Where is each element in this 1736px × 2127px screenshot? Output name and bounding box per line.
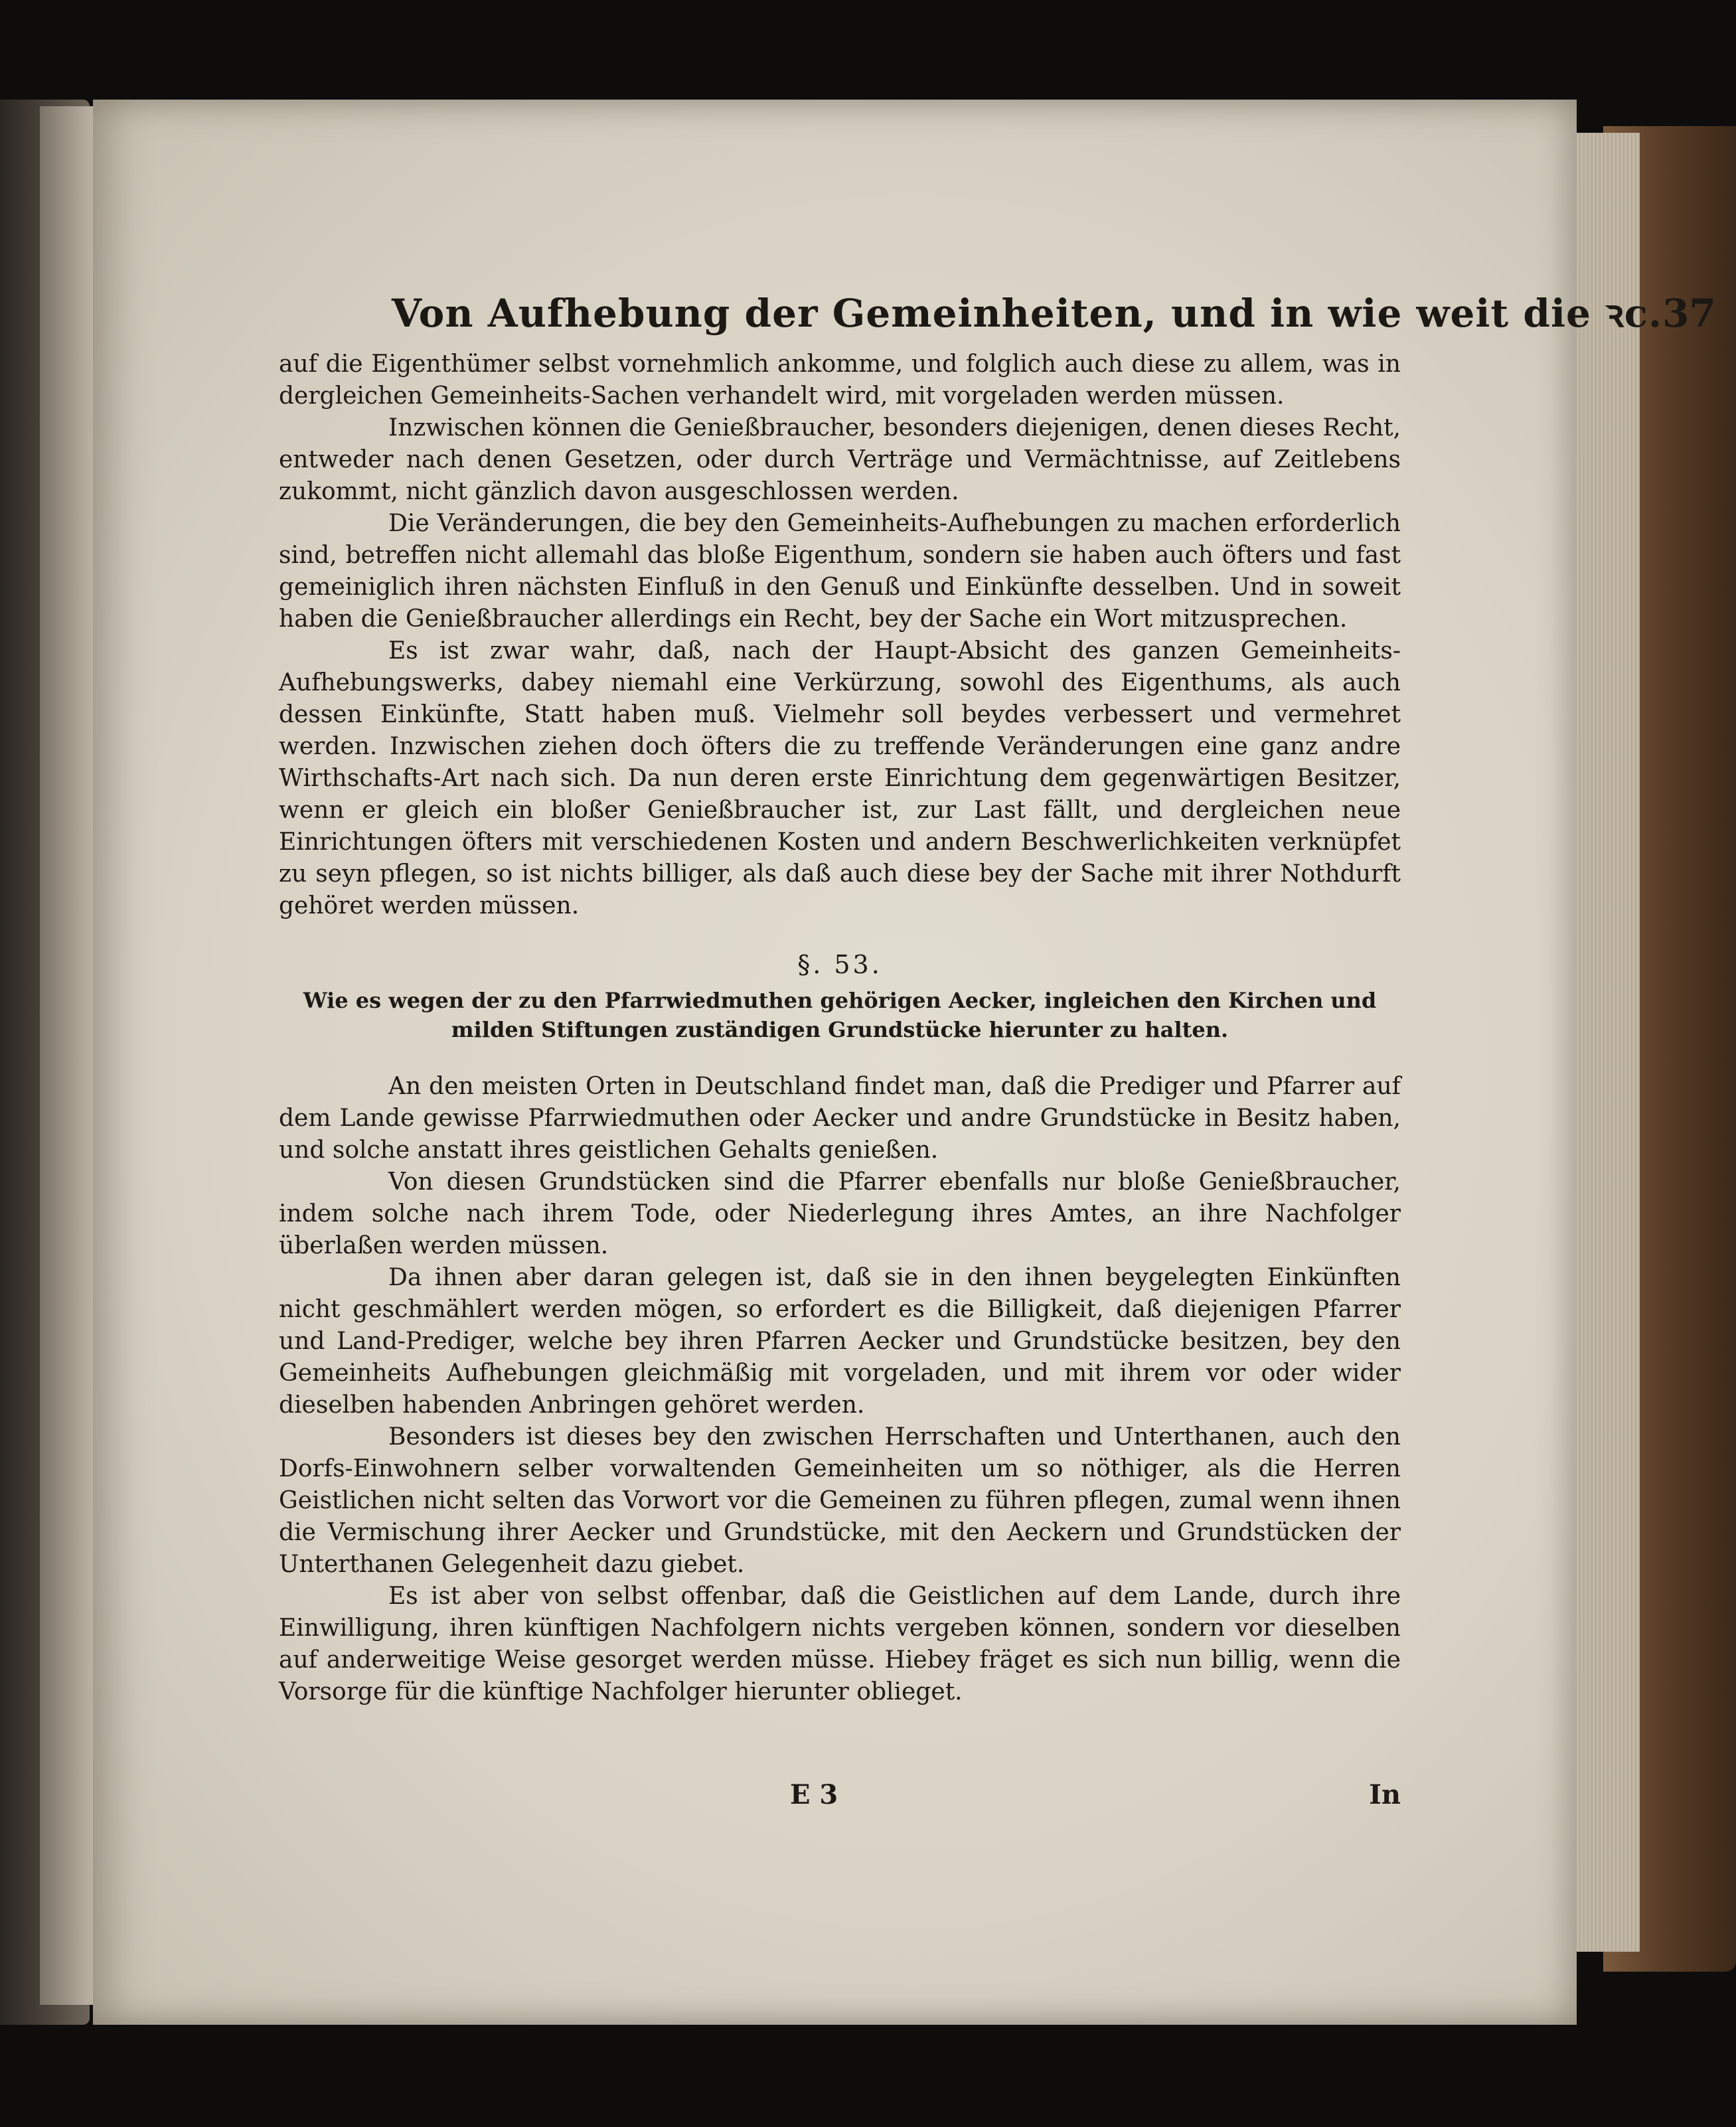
paragraph: Inzwischen können die Genießbraucher, besonders diejenigen, denen dieses Recht, entweder nach denen Gesetzen, oder durch Verträge und Vermächtnisse, auf Zeitlebens zukommt, nicht gänzlich davon ausgeschlossen werden. [279, 414, 1401, 505]
paragraph: An den meisten Orten in Deutschland findet man, daß die Prediger und Pfarrer auf dem Lande gewisse Pfarrwiedmuthen oder Aecker und andre Grundstücke in Besitz haben, und solche anstatt ihres geistlichen Gehalts genießen. [279, 1073, 1401, 1164]
running-header [392, 285, 1716, 338]
running-title: Von Aufhebung der Gemeinheiten, und in wie weit die ꝛc. [392, 291, 1663, 336]
paragraph: auf die Eigenthümer selbst vornehmlich ankomme, und folglich auch diese zu allem, was in dergleichen Gemeinheits-Sachen verhandelt wird, mit vorgeladen werden müssen. [279, 351, 1401, 410]
signature-mark: E 3 [790, 1779, 838, 1810]
section-heading: Wie es wegen der zu den Pfarrwiedmuthen gehörigen Aecker, ingleichen den Kirchen und milden Stiftungen zuständigen Grundstücke hierunter zu halten. [303, 988, 1377, 1042]
section-number: §. 53. [797, 950, 882, 979]
paragraph: Es ist aber von selbst offenbar, daß die Geistlichen auf dem Lande, durch ihre Einwilligung, ihren künftigen Nachfolgern nichts vergeben können, sondern vor dieselben auf anderweitige Weise gesorget werden müsse. Hiebey fräget es sich nun billig, wenn die Vorsorge für die künftige Nachfolger hierunter oblieget. [279, 1583, 1401, 1705]
paragraph: Die Veränderungen, die bey den Gemeinheits-Aufhebungen zu machen erforderlich sind, betreffen nicht allemahl das bloße Eigenthum, sondern sie haben auch öfters und fast gemeiniglich ihren nächsten Einfluß in den Genuß und Einkünfte desselben. Und in soweit haben die Genießbraucher allerdings ein Recht, bey der Sache ein Wort mitzusprechen. [279, 510, 1401, 633]
page-body [279, 349, 1401, 1708]
page-number: 37 [1662, 291, 1716, 336]
catchword: In [1369, 1779, 1401, 1810]
right-page-stack [1570, 133, 1640, 1952]
paragraph: Besonders ist dieses bey den zwischen Herrschaften und Unterthanen, auch den Dorfs-Einwohnern selber vorwaltenden Gemeinheiten um so nöthiger, als die Herren Geistlichen nicht selten das Vorwort vor die Gemeinen zu führen pflegen, zumal wenn ihnen die Vermischung ihrer Aecker und Grundstücke, mit den Aeckern und Grundstücken der Unterthanen Gelegenheit dazu giebet. [279, 1423, 1401, 1578]
paragraph: Da ihnen aber daran gelegen ist, daß sie in den ihnen beygelegten Einkünften nicht geschmählert werden mögen, so erfordert es die Billigkeit, daß diejenigen Pfarrer und Land-Prediger, welche bey ihren Pfarren Aecker und Grundstücke besitzen, bey den Gemeinheits Aufhebungen gleichmäßig mit vorgeladen, und mit ihrem vor oder wider dieselben habenden Anbringen gehöret werden. [279, 1264, 1401, 1419]
page-footer [279, 1779, 1401, 1810]
paragraph: Von diesen Grundstücken sind die Pfarrer ebenfalls nur bloße Genießbraucher, indem solche nach ihrem Tode, oder Niederlegung ihres Amtes, an ihre Nachfolger überlaßen werden müssen. [279, 1168, 1401, 1259]
paragraph: Es ist zwar wahr, daß, nach der Haupt-Absicht des ganzen Gemeinheits-Aufhebungswerks, dabey niemahl eine Verkürzung, sowohl des Eigenthums, als auch dessen Einkünfte, Statt haben muß. Vielmehr soll beydes verbessert und vermehret werden. Inzwischen ziehen doch öfters die zu treffende Veränderungen eine ganz andre Wirthschafts-Art nach sich. Da nun deren erste Einrichtung dem gegenwärtigen Besitzer, wenn er gleich ein bloßer Genießbraucher ist, zur Last fällt, und dergleichen neue Einrichtungen öfters mit verschiedenen Kosten und andern Beschwerlichkeiten verknüpfet zu seyn pflegen, so ist nichts billiger, als daß auch diese bey der Sache mit ihrer Nothdurft gehöret werden müssen. [279, 637, 1401, 919]
